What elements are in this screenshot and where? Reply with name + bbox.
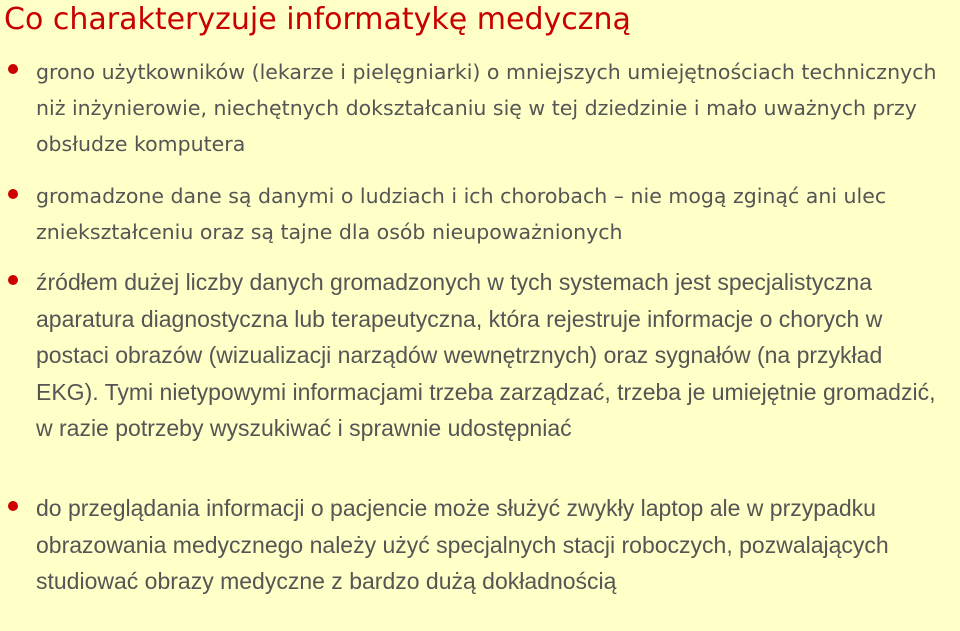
bullet-dot-icon bbox=[8, 501, 18, 511]
bullet-text: grono użytkowników (lekarze i pielęgniarki) o mniejszych umiejętnościach technicznych niż inżynierowie, niechętnych dokształcaniu się w tej dziedzinie i mało uważnych przy obsłudze komputera bbox=[36, 60, 937, 156]
bullet-dot-icon bbox=[8, 64, 18, 74]
bullet-dot-icon bbox=[8, 275, 18, 285]
bullet-text: do przeglądania informacji o pacjencie może służyć zwykły laptop ale w przypadku obrazowania medycznego należy użyć specjalnych stacji roboczych, pozwalających studiować obrazy medyczne z bardzo dużą dokładnością bbox=[36, 495, 889, 594]
bullet-text: gromadzone dane są danymi o ludziach i ich chorobach – nie mogą zginąć ani ulec zniekształceniu oraz są tajne dla osób nieupoważnionych bbox=[36, 184, 887, 244]
bullet-text: źródłem dużej liczby danych gromadzonych w tych systemach jest specjalistyczna aparatura diagnostyczna lub terapeutyczna, która rejestruje informacje o chorych w postaci obrazów (wizualizacji narządów wewnętrznych) oraz sygnałów (na przykład EKG). Tymi nietypowymi informacjami trzeba zarządzać, trzeba je umiejętnie gromadzić, w razie potrzeby wyszukiwać i sprawnie udostępniać bbox=[36, 269, 936, 441]
slide-title: Co charakteryzuje informatykę medyczną bbox=[4, 2, 631, 37]
bullet-dot-icon bbox=[8, 189, 18, 199]
